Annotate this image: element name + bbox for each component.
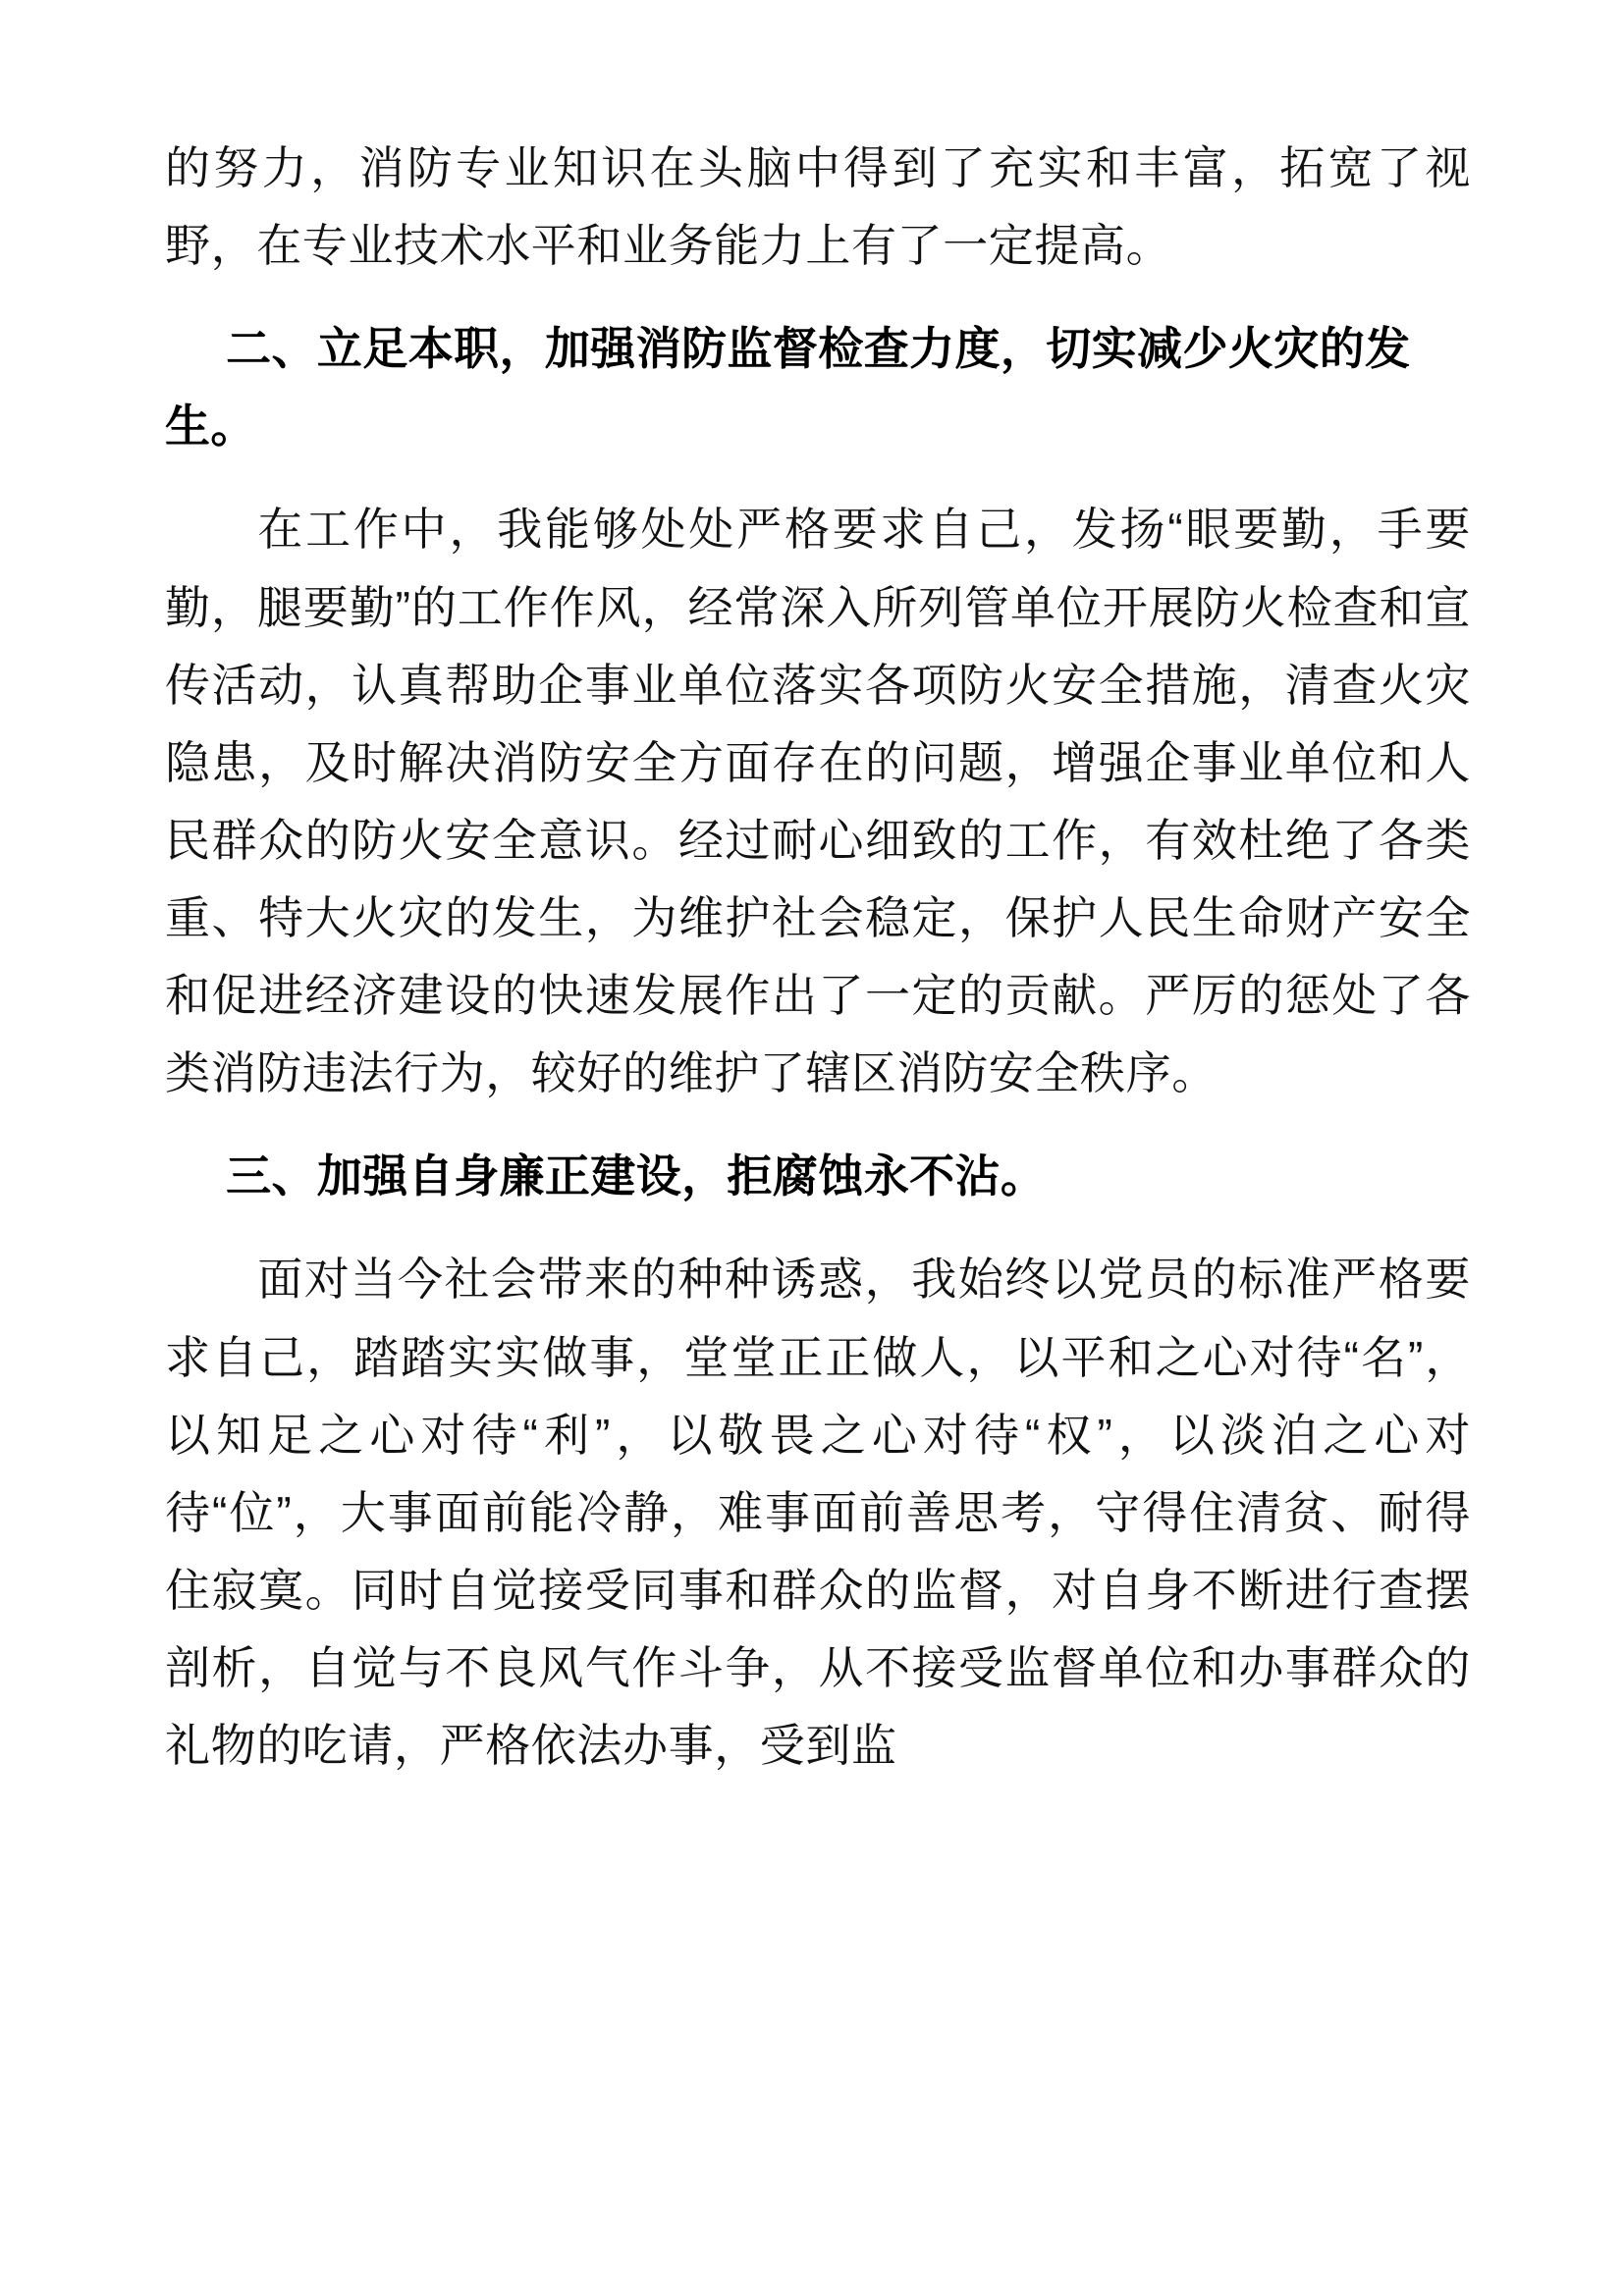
- section-heading-two: 二、立足本职，加强消防监督检查力度，切实减少火灾的发生。: [165, 323, 1411, 453]
- section-heading-three: 三、加强自身廉正建设，拒腐蚀永不沾。: [226, 1150, 1047, 1202]
- paragraph-continued-intro: 的努力，消防专业知识在头脑中得到了充实和丰富，拓宽了视野，在专业技术水平和业务能力上有了一定提高。: [165, 142, 1471, 272]
- document-text-column: [165, 130, 1471, 1785]
- paragraph-section-two-body: 在工作中，我能够处处严格要求自己，发扬“眼要勤，手要勤，腿要勤”的工作作风，经常深入所列管单位开展防火检查和宣传活动，认真帮助企事业单位落实各项防火安全措施，清查火灾隐患，及时解决消防安全方面存在的问题，增强企事业单位和人民群众的防火安全意识。经过耐心细致的工作，有效杜绝了各类重、特大火灾的发生，为维护社会稳定，保护人民生命财产安全和促进经济建设的快速发展作出了一定的贡献。严厉的惩处了各类消防违法行为，较好的维护了辖区消防安全秩序。: [165, 504, 1471, 1099]
- paragraph-section-three-body: 面对当今社会带来的种种诱惑，我始终以党员的标准严格要求自己，踏踏实实做事，堂堂正正做人，以平和之心对待“名”，以知足之心对待“利”，以敬畏之心对待“权”，以淡泊之心对待“位”，大事面前能冷静，难事面前善思考，守得住清贫、耐得住寂寞。同时自觉接受同事和群众的监督，对自身不断进行查摆剖析，自觉与不良风气作斗争，从不接受监督单位和办事群众的礼物的吃请，严格依法办事，受到监: [165, 1254, 1471, 1772]
